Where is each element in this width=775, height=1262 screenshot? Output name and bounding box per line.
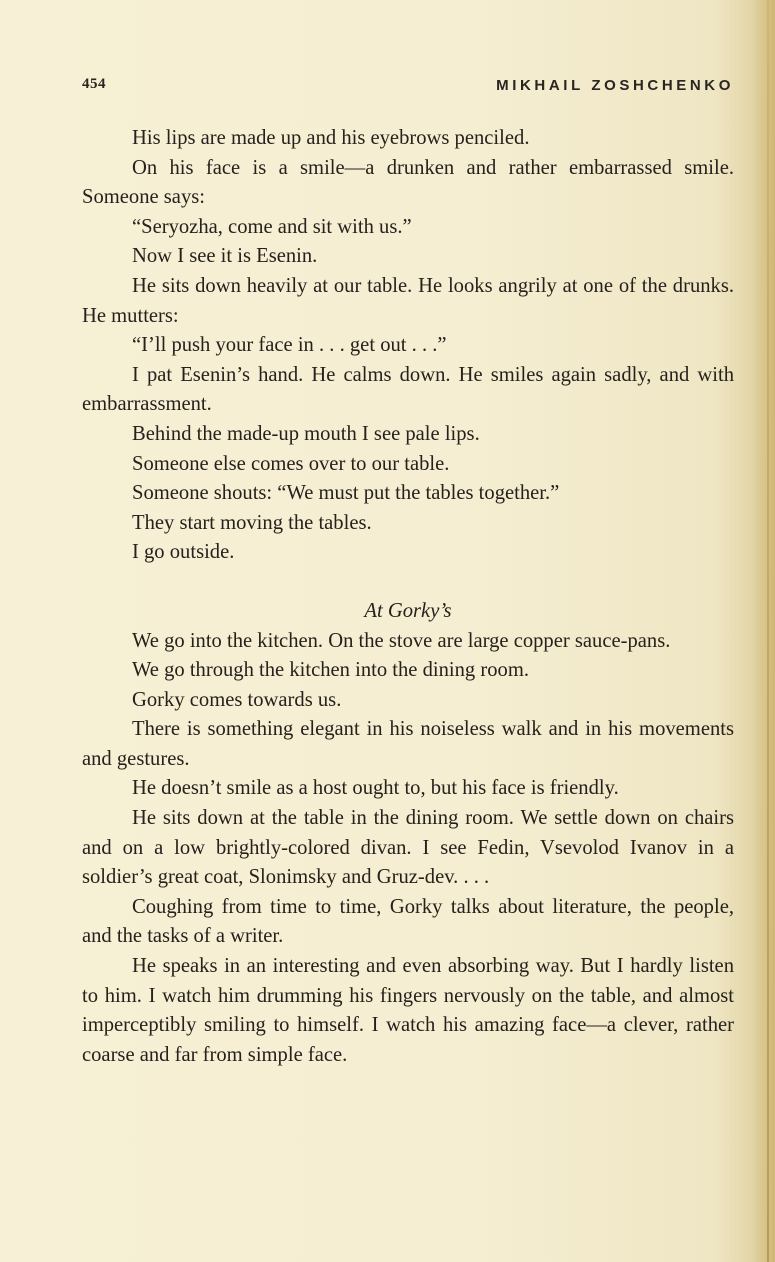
page-header [82,76,734,100]
page-number: 454 [82,76,106,92]
paragraph: I pat Esenin’s hand. He calms down. He smiles again sadly, and with embarrassment. [82,363,734,416]
paragraph: We go through the kitchen into the dining room. [132,659,529,682]
paragraph: Now I see it is Esenin. [132,245,318,268]
page-spine-shadow [753,0,775,1262]
body-text [82,124,734,1070]
page-spine-line [767,0,769,1262]
paragraph: Someone else comes over to our table. [132,452,450,475]
paragraph: They start moving the tables. [132,511,372,534]
paragraph: I go outside. [132,541,235,564]
running-head: MIKHAIL ZOSHCHENKO [496,77,734,94]
paragraph: He speaks in an interesting and even absorbing way. But I hardly listen to him. I watch him drumming his fingers nervously on the table, and almost imperceptibly smiling to himself. I watch his amazing face—a clever, rather coarse and far from simple face. [82,955,734,1066]
paragraph: Gorky comes towards us. [132,688,342,711]
paragraph: He sits down heavily at our table. He looks angrily at one of the drunks. He mutters: [82,274,734,327]
section-title: At Gorky’s [364,599,452,622]
paragraph: “Seryozha, come and sit with us.” [132,215,412,238]
paragraph: Coughing from time to time, Gorky talks about literature, the people, and the tasks of a writer. [82,895,734,948]
paragraph: On his face is a smile—a drunken and rather embarrassed smile. Someone says: [82,156,734,209]
paragraph: “I’ll push your face in . . . get out . . .” [132,334,447,357]
paragraph: He doesn’t smile as a host ought to, but his face is friendly. [132,777,619,800]
paragraph: There is something elegant in his noiseless walk and in his movements and gestures. [82,718,734,770]
paragraph: Behind the made-up mouth I see pale lips. [132,422,480,445]
paragraph: He sits down at the table in the dining room. We settle down on chairs and on a low brightly-colored divan. I see Fedin, Vsevolod Ivanov in a soldier’s great coat, Slonimsky and Gruz-dev. . . . [82,807,734,889]
paragraph: Someone shouts: “We must put the tables together.” [132,482,560,505]
paragraph: We go into the kitchen. On the stove are large copper sauce-pans. [132,629,671,652]
paragraph: His lips are made up and his eyebrows penciled. [132,127,530,149]
